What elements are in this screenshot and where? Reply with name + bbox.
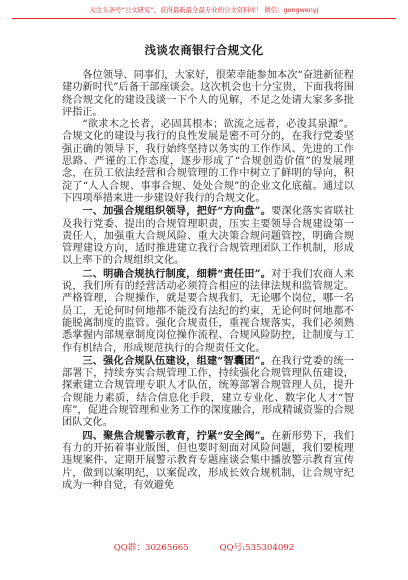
banner-divider xyxy=(12,18,396,19)
section-heading: 四、聚焦合规警示教育，拧紧“安全阀”。 xyxy=(82,429,272,442)
document-paragraph xyxy=(62,430,354,492)
footer-qq-group: QQ群：30265665 xyxy=(113,543,189,553)
paragraph-text: “欲求木之长者，必固其根本；欲流之远者，必浚其泉源”。合规文化的建设与我行的良性发展是密不可分的，在我行党委坚强正确的领导下，我行始终坚持以务实的工作作风、先进的工作思路、严谨的工作态度，逐步形成了“合规创造价值”的发展理念，在员工依法经营和合规管理的工作中树立了鲜明的导向，积淀了“人人合规、事事合规、处处合规”的企业文化底蕴。通过以下四项举措来进一步建设好我行的合规文化。 xyxy=(62,119,354,204)
paragraph-text: 对于我们农商人来说，我们所有的经营活动必须符合相应的法律法规和监管规定。严格管理，合规操作，就是要合规我们，无论哪个岗位，哪一名员工，无论何时何地都不能没有法纪的约束，无论何时何地都不能脱离制度的监管。强化合规责任，重视合规落实，我们必须熟悉掌握内部规章制度岗位操作流程、合规风险防控，让制度与工作有机结合，形成规范执行的合规责任文化。 xyxy=(62,268,355,354)
paragraph-text: 在新形势下，我们有力的开拓着事业版图，但也要时刻面对风险问题，我们要梳理违规案件、定期开展警示教育专题座谈会集中播放警示教育宣传片，做到以案明纪，以案促改，形成长效合规机制，让合规守纪成为一种自觉，有效避免 xyxy=(62,430,355,491)
promo-banner xyxy=(0,6,408,19)
document-title: 浅谈农商银行合规文化 xyxy=(144,43,264,57)
section-heading: 一、加强合规组织领导，把好“方向盘”。 xyxy=(82,205,272,218)
document-paragraph xyxy=(62,355,354,430)
footer-qq-contact: QQ号:535304092 xyxy=(219,543,295,553)
document-body xyxy=(62,70,385,492)
document-paragraph xyxy=(62,70,385,119)
paragraph-text: 要深化落实省联社及我行党委、提出的合规管理职责，压实主要领导合规建设第一责任人，加强重大合规风险、重大决策合规问题管控，明确合规管理建设方向，适时推进建立我行合规管理团队工作机制，形成以上率下的合规组织文化。 xyxy=(62,206,355,267)
section-heading: 三、强化合规队伍建设，组建“智囊团”。 xyxy=(82,354,272,367)
paragraph-text: 各位领导、同事们，大家好，很荣幸能参加本次“奋进新征程 建功新时代”后备干部座谈会。这次机会也十分宝贵，下面我将围绕合规文化的建设浅谈一下个人的见解，不足之处请大家多多批评指正。 xyxy=(62,70,385,118)
document-paragraph xyxy=(62,119,354,205)
footer xyxy=(0,543,408,553)
section-heading: 二、明确合规执行制度，细耕“责任田”。 xyxy=(82,267,272,280)
paragraph-text: 在我行党委的统一部署下，持续夯实合规管理工作，持续强化合规管理队伍建设，探索建立合规管理专职人才队伍，统筹部署合规管理人员，提升合规能力素质，结合信息化手段，建立专业化、数字化人才“智库”，促进合规管理和业务工作的深度融合，形成精诚资鉴的合规团队文化。 xyxy=(62,355,355,429)
document-paragraph xyxy=(62,205,354,267)
promo-banner-text: 关注头条号“公文研究”，获得最新最全最专业的公文资料库！ 微信：gongwenyj xyxy=(89,6,319,14)
document-paragraph xyxy=(62,268,354,355)
